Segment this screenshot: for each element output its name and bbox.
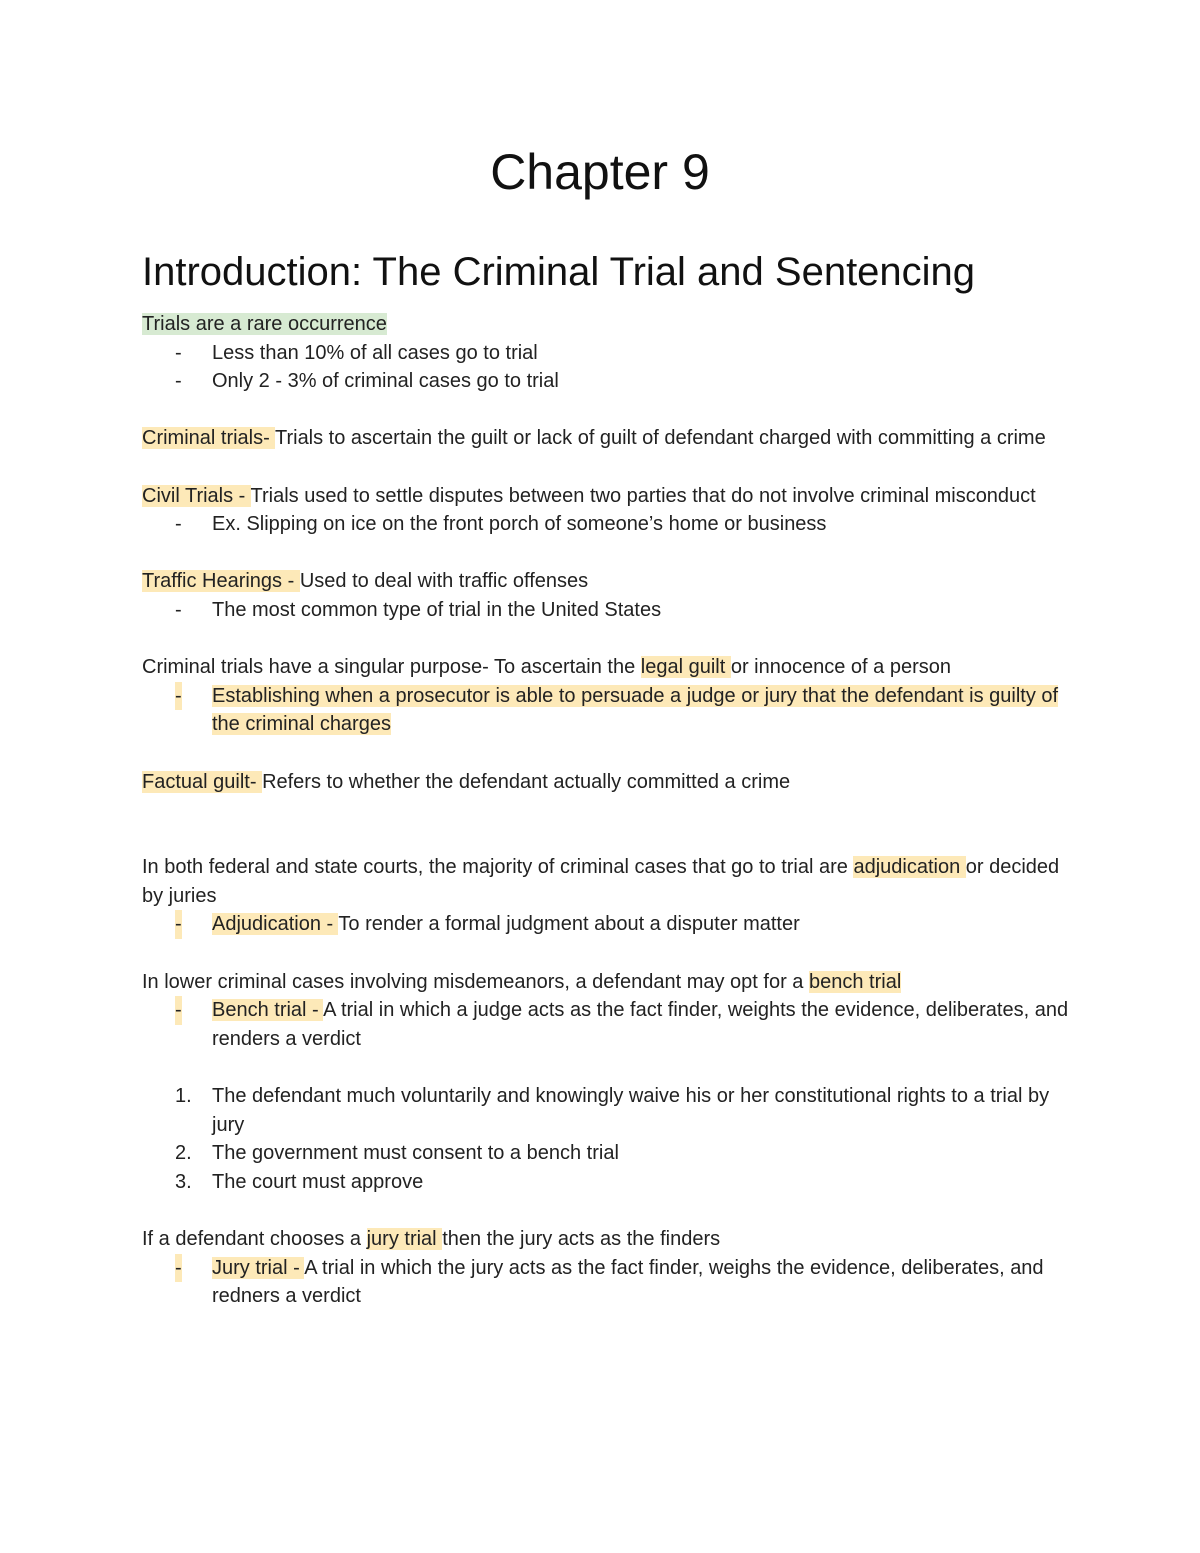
- definition-text: Used to deal with traffic offenses: [299, 570, 589, 593]
- list-item: [142, 1254, 1072, 1311]
- list-item-text: Ex. Slipping on ice on the front porch of someone’s home or business: [212, 513, 827, 536]
- term-highlight: bench trial: [808, 970, 902, 993]
- term-highlight: Traffic Hearings -: [142, 570, 300, 593]
- traffic-hearings-definition: [142, 567, 1072, 596]
- term-highlight: Jury trial -: [212, 1256, 305, 1279]
- body-text: or decided by juries: [142, 856, 1060, 907]
- body-text: or innocence of a person: [730, 656, 951, 679]
- bench-trial-requirements: [142, 1082, 1072, 1196]
- number-marker: 1.: [175, 1085, 192, 1108]
- numbered-item: [142, 1139, 1072, 1168]
- list-item: [142, 682, 1072, 739]
- dash-marker: -: [175, 370, 182, 393]
- body-text: If a defendant chooses a: [142, 1228, 367, 1250]
- list-item-text: A trial in which the jury acts as the fact finder, weighs the evidence, deliberates, and redners a verdict: [212, 1256, 1044, 1308]
- page-title: Chapter 9: [490, 144, 710, 200]
- dash-marker: -: [175, 996, 182, 1025]
- term-highlight: Bench trial -: [212, 999, 324, 1022]
- list-item-text: The most common type of trial in the United States: [212, 598, 662, 621]
- singular-purpose-line: [142, 653, 1072, 682]
- term-highlight: Adjudication -: [212, 913, 339, 936]
- list-item: [142, 510, 1072, 539]
- rare-occurrence-line: [142, 310, 1072, 339]
- adjudication-list: [142, 910, 1072, 939]
- civil-trials-list: [142, 510, 1072, 539]
- list-item: [142, 996, 1072, 1053]
- body-text: In both federal and state courts, the majority of criminal cases that go to trial are: [142, 856, 854, 879]
- term-highlight: Factual guilt-: [142, 770, 263, 793]
- definition-text: Trials to ascertain the guilt or lack of guilt of defendant charged with committing a crime: [274, 427, 1046, 450]
- list-item-text: Only 2 - 3% of criminal cases go to trial: [212, 370, 559, 393]
- number-marker: 3.: [175, 1170, 192, 1193]
- body-text: Criminal trials have a singular purpose- To ascertain the: [142, 656, 641, 679]
- numbered-item: [142, 1082, 1072, 1139]
- dash-marker: -: [175, 682, 182, 711]
- dash-marker: -: [175, 598, 182, 621]
- dash-marker: -: [175, 513, 182, 536]
- dash-marker: -: [175, 910, 182, 939]
- traffic-hearings-list: [142, 596, 1072, 625]
- jury-trial-line: [142, 1225, 1072, 1254]
- list-item-text: A trial in which a judge acts as the fact finder, weights the evidence, deliberates, and renders a verdict: [212, 999, 1069, 1050]
- section-heading: Introduction: The Criminal Trial and Sentencing: [142, 250, 976, 294]
- term-highlight: jury trial: [366, 1228, 443, 1250]
- factual-guilt-definition: [142, 768, 1072, 797]
- document-body: [142, 310, 1072, 1311]
- jury-trial-list: [142, 1254, 1072, 1311]
- adjudication-line: [142, 853, 1072, 910]
- term-highlight: legal guilt: [640, 656, 731, 679]
- term-highlight: Civil Trials -: [142, 484, 251, 507]
- term-highlight: adjudication: [853, 856, 966, 879]
- body-text: then the jury acts as the finders: [442, 1228, 721, 1250]
- term-highlight: Criminal trials-: [142, 427, 275, 450]
- list-item: [142, 910, 1072, 939]
- list-item: [142, 339, 1072, 368]
- list-item-text: Less than 10% of all cases go to trial: [212, 341, 538, 364]
- bench-trial-list: [142, 996, 1072, 1053]
- highlight-green: Trials are a rare occurrence: [142, 313, 387, 335]
- civil-trials-definition: [142, 482, 1072, 511]
- list-item: [142, 367, 1072, 396]
- singular-purpose-list: [142, 682, 1072, 739]
- numbered-item: [142, 1168, 1072, 1197]
- list-item-text: To render a formal judgment about a disputer matter: [338, 913, 800, 936]
- definition-text: Trials used to settle disputes between two parties that do not involve criminal misconduct: [250, 484, 1036, 507]
- rare-occurrence-list: [142, 339, 1072, 396]
- dash-marker: -: [175, 341, 182, 364]
- dash-marker: -: [175, 1254, 182, 1283]
- definition-text: Refers to whether the defendant actually committed a crime: [262, 770, 791, 793]
- body-text: In lower criminal cases involving misdemeanors, a defendant may opt for a: [142, 970, 809, 993]
- bench-trial-line: [142, 968, 1072, 997]
- number-marker: 2.: [175, 1142, 192, 1165]
- list-item: [142, 596, 1072, 625]
- criminal-trials-definition: [142, 424, 1072, 453]
- list-item-text: Establishing when a prosecutor is able to persuade a judge or jury that the defendant is guilty of the criminal charges: [212, 684, 1059, 736]
- numbered-item-text: The court must approve: [212, 1170, 424, 1193]
- numbered-item-text: The government must consent to a bench trial: [212, 1142, 619, 1165]
- numbered-item-text: The defendant much voluntarily and knowingly waive his or her constitutional rights to a trial by jury: [212, 1085, 1050, 1136]
